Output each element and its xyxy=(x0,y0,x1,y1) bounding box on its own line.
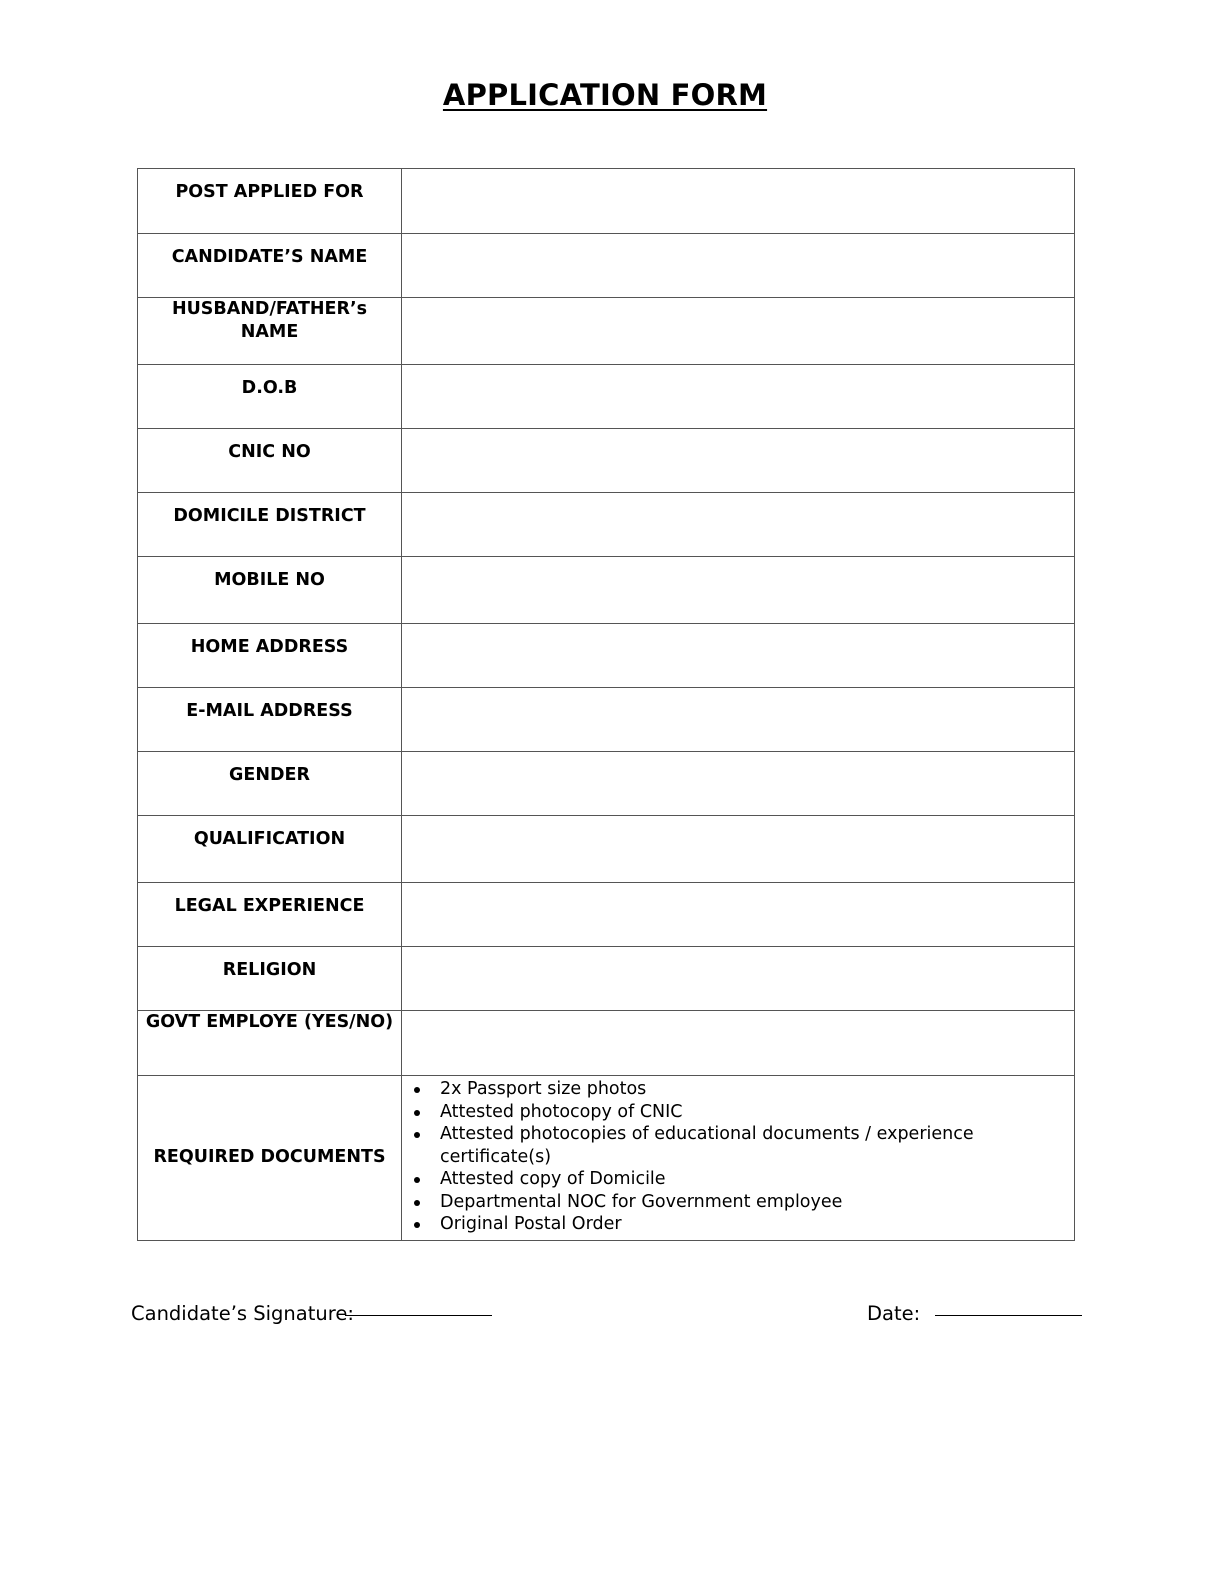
field-value-cnic-no[interactable] xyxy=(402,429,1075,493)
field-value-husband-father-name[interactable] xyxy=(402,298,1075,365)
date-line[interactable] xyxy=(935,1315,1082,1316)
field-label-candidate-name: CANDIDATE’S NAME xyxy=(138,234,402,298)
row-cnic-no xyxy=(138,429,1075,493)
row-home-address xyxy=(138,624,1075,688)
page-title: APPLICATION FORM xyxy=(442,78,768,112)
field-label-cnic-no: CNIC NO xyxy=(138,429,402,493)
row-husband-father-name xyxy=(138,298,1075,365)
row-candidate-name xyxy=(138,234,1075,298)
row-dob xyxy=(138,365,1075,429)
row-gender xyxy=(138,752,1075,816)
field-value-legal-experience[interactable] xyxy=(402,883,1075,947)
row-domicile-district xyxy=(138,493,1075,557)
list-item: 2x Passport size photos xyxy=(440,1078,1074,1101)
field-value-domicile-district[interactable] xyxy=(402,493,1075,557)
field-label-husband-father-name: HUSBAND/FATHER’s NAME xyxy=(138,298,402,365)
row-religion xyxy=(138,947,1075,1011)
field-value-govt-employee[interactable] xyxy=(402,1011,1075,1076)
field-value-post-applied-for[interactable] xyxy=(402,169,1075,234)
application-form-table xyxy=(137,168,1075,1241)
field-label-govt-employee: GOVT EMPLOYE (YES/NO) xyxy=(138,1011,402,1076)
field-label-dob: D.O.B xyxy=(138,365,402,429)
list-item: Attested photocopy of CNIC xyxy=(440,1101,1074,1124)
field-label-gender: GENDER xyxy=(138,752,402,816)
field-value-dob[interactable] xyxy=(402,365,1075,429)
row-legal-experience xyxy=(138,883,1075,947)
field-label-qualification: QUALIFICATION xyxy=(138,816,402,883)
row-qualification xyxy=(138,816,1075,883)
field-value-candidate-name[interactable] xyxy=(402,234,1075,298)
row-email-address xyxy=(138,688,1075,752)
field-value-mobile-no[interactable] xyxy=(402,557,1075,624)
field-value-gender[interactable] xyxy=(402,752,1075,816)
field-label-domicile-district: DOMICILE DISTRICT xyxy=(138,493,402,557)
list-item: Original Postal Order xyxy=(440,1213,1074,1236)
date-label: Date: xyxy=(867,1302,921,1325)
row-post-applied-for xyxy=(138,169,1075,234)
required-documents-list xyxy=(402,1076,1074,1240)
list-item: Departmental NOC for Government employee xyxy=(440,1191,1074,1214)
signature-line[interactable] xyxy=(345,1315,492,1316)
field-label-email-address: E-MAIL ADDRESS xyxy=(138,688,402,752)
field-label-home-address: HOME ADDRESS xyxy=(138,624,402,688)
required-documents-cell xyxy=(402,1076,1075,1241)
row-required-documents xyxy=(138,1076,1075,1241)
field-label-legal-experience: LEGAL EXPERIENCE xyxy=(138,883,402,947)
field-value-qualification[interactable] xyxy=(402,816,1075,883)
list-item: Attested photocopies of educational documents / experience certificate(s) xyxy=(440,1123,1074,1168)
field-value-religion[interactable] xyxy=(402,947,1075,1011)
field-label-religion: RELIGION xyxy=(138,947,402,1011)
field-label-post-applied-for: POST APPLIED FOR xyxy=(138,169,402,234)
field-value-home-address[interactable] xyxy=(402,624,1075,688)
field-value-email-address[interactable] xyxy=(402,688,1075,752)
signature-label: Candidate’s Signature: xyxy=(131,1302,354,1325)
list-item: Attested copy of Domicile xyxy=(440,1168,1074,1191)
row-mobile-no xyxy=(138,557,1075,624)
field-label-required-documents: REQUIRED DOCUMENTS xyxy=(138,1076,402,1241)
row-govt-employee xyxy=(138,1011,1075,1076)
field-label-mobile-no: MOBILE NO xyxy=(138,557,402,624)
